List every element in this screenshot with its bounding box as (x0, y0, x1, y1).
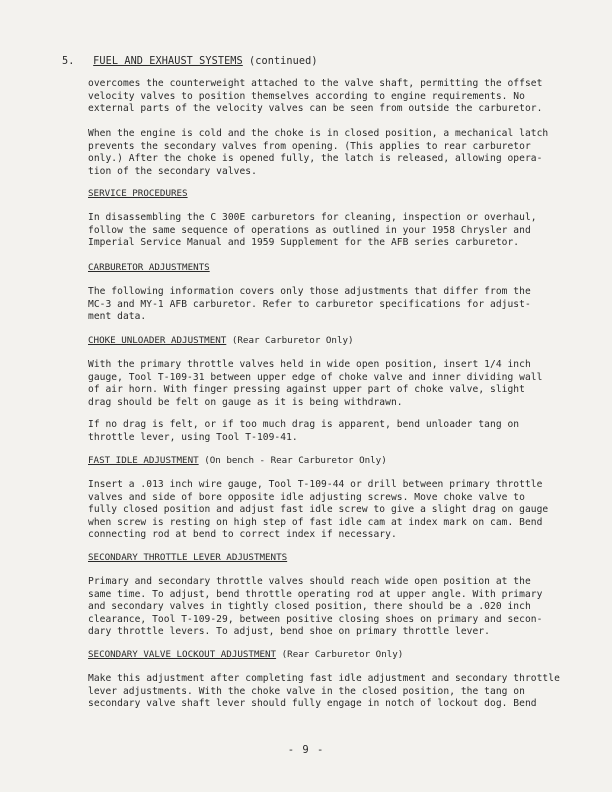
heading-carburetor-adjustments (88, 262, 566, 274)
heading-secondary-throttle (88, 552, 566, 564)
heading-title: SECONDARY VALVE LOCKOUT ADJUSTMENT (88, 649, 277, 660)
paragraph-text: The following information covers only those adjustments that differ from the MC-3 and MY-1 AFB carburetor. Refer to carburetor specifications for adjust- ment data. (88, 286, 531, 323)
heading-title: CHOKE UNLOADER ADJUSTMENT (88, 335, 227, 346)
heading-secondary-lockout (88, 649, 566, 661)
paragraph-text: Insert a .013 inch wire gauge, Tool T-109-44 or drill between primary throttle valves and side of bore opposite idle adjusting screws. Move choke valve to fully closed position and adjust fast idle screw to give a slight drag on gauge when screw is resting on high step of fast idle cam at index mark on cam. Bend connecting rod at bend to correct index if necessary. (88, 479, 549, 541)
section-number: 5. (62, 56, 75, 67)
heading-service-procedures (88, 188, 566, 200)
paragraph-adjustment-info (88, 286, 566, 324)
paragraph-text: If no drag is felt, or if too much drag is apparent, bend unloader tang on throttle lever, using Tool T-109-41. (88, 419, 520, 443)
paragraph-disassembling (88, 212, 566, 250)
paragraph-secondary-lockout (88, 673, 566, 711)
heading-note: (On bench - Rear Carburetor Only) (204, 455, 387, 466)
paragraph-secondary-throttle (88, 576, 566, 639)
heading-note: (Rear Carburetor Only) (231, 335, 354, 346)
paragraph-text: With the primary throttle valves held in wide open position, insert 1/4 inch gauge, Tool T-109-31 between upper edge of choke valve and inner dividing wall of air horn. With finger pressing against upper part of choke valve, slight drag should be felt on gauge as it is being withdrawn. (88, 359, 543, 408)
heading-title: SERVICE PROCEDURES (88, 188, 188, 199)
paragraph-text: Primary and secondary throttle valves should reach wide open position at the same time. To adjust, bend throttle operating rod at upper angle. With primary and secondary valves in tightly closed position, there should be a .020 inch clearance, Tool T-109-29, between positive closing shoes on primary and secon- dary throttle levers. To adjust, bend shoe on primary throttle lever. (88, 576, 543, 638)
section-suffix: (continued) (249, 56, 318, 67)
paragraph-text: When the engine is cold and the choke is in closed position, a mechanical latch prevents the secondary valves from opening. (This applies to rear carburetor only.) After the choke is opened fully, the latch is released, allowing opera- tion of the secondary valves. (88, 128, 549, 177)
heading-title: CARBURETOR ADJUSTMENTS (88, 262, 210, 273)
heading-title: SECONDARY THROTTLE LEVER ADJUSTMENTS (88, 552, 288, 563)
page-number: - 9 - (287, 744, 325, 756)
paragraph-choke-latch (88, 128, 566, 178)
paragraph-text: Make this adjustment after completing fast idle adjustment and secondary throttle lever adjustments. With the choke valve in the closed position, the tang on secondary valve shaft lever should fully engage in notch of lockout dog. Bend (88, 673, 560, 710)
section-title: FUEL AND EXHAUST SYSTEMS (93, 56, 243, 67)
paragraph-fast-idle (88, 479, 566, 542)
heading-choke-unloader (88, 335, 566, 347)
paragraph-text: In disassembling the C 300E carburetors for cleaning, inspection or overhaul, follow the same sequence of operations as outlined in your 1958 Chrysler and Imperial Service Manual and 1959 Supplement for the AFB series carburetor. (88, 212, 537, 249)
paragraph-velocity-valves (88, 78, 566, 116)
heading-title: FAST IDLE ADJUSTMENT (88, 455, 199, 466)
section-heading (62, 56, 318, 67)
paragraph-choke-unloader (88, 359, 566, 409)
paragraph-no-drag (88, 419, 566, 444)
heading-fast-idle (88, 455, 566, 467)
paragraph-text: overcomes the counterweight attached to the valve shaft, permitting the offset velocity valves to position themselves according to engine requirements. No external parts of the velocity valves can be seen from outside the carburetor. (88, 78, 543, 115)
heading-note: (Rear Carburetor Only) (281, 649, 404, 660)
